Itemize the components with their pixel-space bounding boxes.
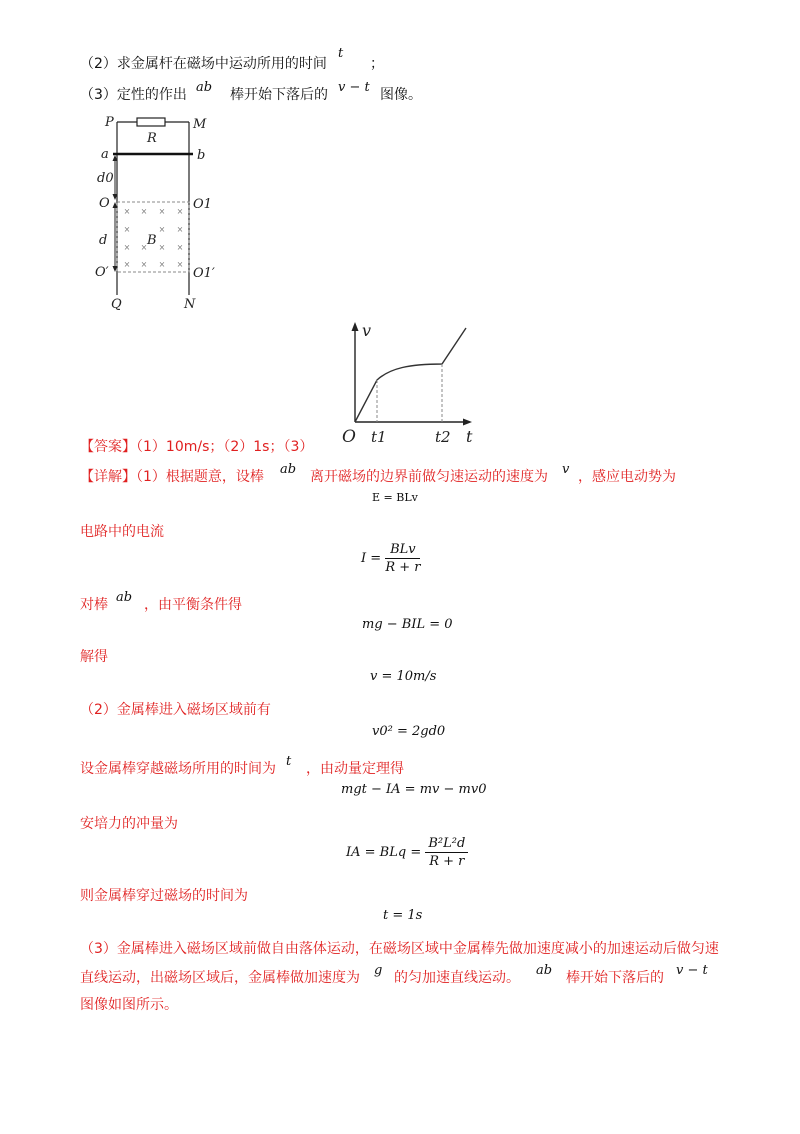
field-mark: × xyxy=(140,260,148,269)
numerator: BLv xyxy=(385,542,420,559)
fraction xyxy=(425,836,468,869)
symbol-t: t xyxy=(338,46,344,61)
question-text: 定性的作出 xyxy=(116,87,187,103)
label-n: N xyxy=(184,297,196,310)
equation-velocity xyxy=(370,669,436,684)
field-mark: × xyxy=(158,260,166,269)
resistor xyxy=(137,118,165,126)
detail-line-6: 设金属棒穿越磁场所用的时间为 xyxy=(80,761,276,777)
symbol-v-t: v − t xyxy=(338,80,370,95)
arrow-right-icon xyxy=(463,419,472,426)
question-3 xyxy=(80,84,187,104)
field-mark: × xyxy=(123,207,131,216)
field-mark: × xyxy=(176,243,184,252)
detail-text: 棒开始下落后的 xyxy=(566,970,664,986)
numerator: B²L²d xyxy=(425,836,468,853)
detail-text: （1）根据题意，设棒 xyxy=(136,469,264,485)
equation-impulse xyxy=(346,836,468,869)
symbol-v: v xyxy=(562,462,570,477)
label-o-prime: O′ xyxy=(95,265,109,280)
label-o1: O1 xyxy=(193,197,212,212)
velocity-curve xyxy=(355,328,466,422)
punctuation: ； xyxy=(370,56,384,72)
label-o1-prime: O1′ xyxy=(193,266,215,281)
equation-lhs: I = xyxy=(361,551,382,566)
denominator: R + r xyxy=(385,560,421,575)
label-q: Q xyxy=(111,297,122,310)
equation-text: v0² = 2gd0 xyxy=(372,724,446,739)
label-o: O xyxy=(99,196,110,211)
equation-text: mg − BIL = 0 xyxy=(362,617,453,632)
label-a: a xyxy=(101,147,109,162)
field-mark: × xyxy=(176,225,184,234)
answer-line xyxy=(80,436,313,456)
question-number: （3） xyxy=(80,87,117,103)
detail-text: 解得 xyxy=(80,649,108,665)
label-b-field: B xyxy=(147,233,157,248)
field-mark: × xyxy=(123,260,131,269)
detail-text: 则金属棒穿过磁场的时间为 xyxy=(80,888,248,904)
field-mark: × xyxy=(158,243,166,252)
field-mark: × xyxy=(158,207,166,216)
detail-line-11: 图像如图所示。 xyxy=(80,997,178,1013)
field-mark: × xyxy=(123,225,131,234)
fraction xyxy=(385,542,420,575)
label-t2: t2 xyxy=(435,428,451,446)
arrow-up-icon xyxy=(352,322,359,331)
question-text: 求金属杆在磁场中运动所用的时间 xyxy=(116,56,327,72)
symbol-v-t: v − t xyxy=(676,963,708,978)
equation-text: mgt − IA = mv − mv0 xyxy=(341,782,487,797)
circuit-diagram xyxy=(85,110,235,310)
question-text: 棒开始下落后的 xyxy=(230,87,328,103)
question-number: （2） xyxy=(80,56,117,72)
equation-lhs: IA = BLq = xyxy=(346,845,422,860)
field-mark: × xyxy=(158,225,166,234)
symbol-ab: ab xyxy=(196,80,213,95)
field-mark: × xyxy=(176,207,184,216)
answer-tag: 【答案】 xyxy=(80,439,136,455)
label-origin: O xyxy=(342,427,356,447)
label-d: d xyxy=(99,233,108,248)
question-text: 图像。 xyxy=(380,87,422,103)
denominator: R + r xyxy=(429,854,465,869)
label-t1: t1 xyxy=(371,428,387,446)
detail-text: ，由平衡条件得 xyxy=(144,597,242,613)
label-v: v xyxy=(362,321,372,340)
equation-current xyxy=(361,542,420,575)
label-r: R xyxy=(147,131,157,146)
answer-text: （1）10m/s；（2）1s；（3） xyxy=(136,439,314,455)
symbol-ab: ab xyxy=(280,462,297,477)
equation-free-fall xyxy=(372,724,445,739)
detail-text: （2）金属棒进入磁场区域前有 xyxy=(80,702,271,718)
detail-text: ，由动量定理得 xyxy=(306,761,404,777)
label-b: b xyxy=(197,148,206,163)
symbol-ab: ab xyxy=(536,963,553,978)
symbol-t: t xyxy=(286,754,292,769)
detail-line-9: （3）金属棒进入磁场区域前做自由落体运动，在磁场区域中金属棒先做加速度减小的加速运动后做匀速 xyxy=(80,941,719,957)
field-mark: × xyxy=(140,207,148,216)
equation-text: v = 10m/s xyxy=(370,669,437,684)
field-mark: × xyxy=(176,260,184,269)
label-t: t xyxy=(466,427,473,446)
detail-text: ，感应电动势为 xyxy=(578,469,676,485)
v-t-graph xyxy=(338,318,488,450)
equation-emf: E = BLv xyxy=(372,491,418,504)
question-2 xyxy=(80,53,327,73)
equation-momentum xyxy=(341,782,486,797)
equation-text: t = 1s xyxy=(383,908,423,923)
detail-text: 安培力的冲量为 xyxy=(80,816,178,832)
field-mark: × xyxy=(123,243,131,252)
label-p: P xyxy=(105,115,114,130)
symbol-g: g xyxy=(374,963,383,978)
detail-line-3: 对棒 xyxy=(80,597,108,613)
detail-line-1 xyxy=(80,466,264,486)
detail-text: 的匀加速直线运动。 xyxy=(394,970,520,986)
field-mark: × xyxy=(140,243,148,252)
detail-tag: 【详解】 xyxy=(80,469,136,485)
detail-text: 电路中的电流 xyxy=(80,524,164,540)
label-d0: d0 xyxy=(97,171,114,186)
symbol-ab: ab xyxy=(116,590,133,605)
equation-balance xyxy=(362,617,453,632)
detail-text: 离开磁场的边界前做匀速运动的速度为 xyxy=(310,469,548,485)
equation-time xyxy=(383,908,422,923)
detail-line-10: 直线运动，出磁场区域后，金属棒做加速度为 xyxy=(80,970,360,986)
label-m: M xyxy=(193,117,207,132)
